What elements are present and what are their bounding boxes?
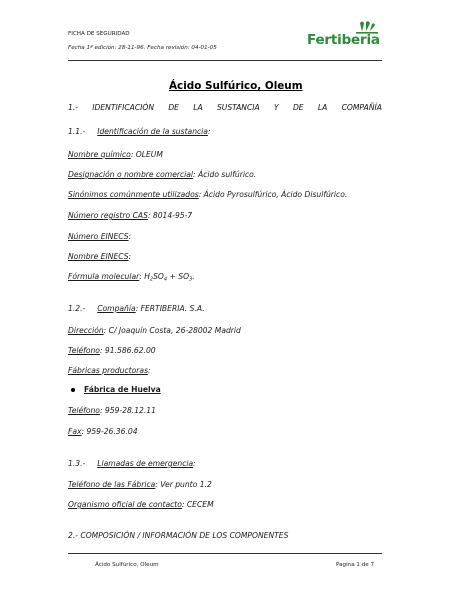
field-value: : — [128, 232, 132, 241]
field-value: : Ver punto 1.2 — [155, 480, 212, 489]
field-label: Fábricas productoras — [68, 366, 149, 375]
subsection-colon: : — [207, 127, 211, 136]
field-label: Designación o nombre comercial — [68, 170, 194, 179]
subsection-value: : FERTIBERIA. S.A. — [135, 304, 205, 313]
field-label: Fórmula molecular — [68, 272, 140, 281]
field-label: Sinónimos comúnmente utilizados — [68, 190, 199, 199]
field-label: Nombre químico — [68, 150, 131, 159]
field-value: : — [148, 366, 151, 375]
field-telefono-huelva — [68, 406, 156, 415]
subsection-colon: : — [193, 459, 196, 468]
field-value: : Ácido Pyrosulfúrico, Ácido Disulfúrico. — [198, 190, 348, 199]
subsection-number: 1.2.- — [68, 304, 86, 313]
formula-subscript: 2 — [149, 276, 154, 283]
footer-page-number: Pagina 1 de 7 — [336, 562, 375, 568]
field-value: : 959-26.36.04 — [81, 427, 138, 436]
field-value: : 91.586.62.00 — [99, 346, 156, 355]
field-label: Dirección — [68, 326, 104, 335]
field-telefono-fabrica — [68, 480, 212, 489]
field-label: Número EINECS — [68, 232, 129, 241]
subsection-label: Llamadas de emergencia — [97, 459, 194, 468]
doc-type-label: FICHA DE SEGURIDAD — [68, 31, 130, 37]
field-direccion — [68, 326, 241, 335]
field-label: Número registro CAS — [68, 211, 148, 220]
bullet-icon — [71, 388, 75, 392]
section-2-heading: 2.- COMPOSICIÓN / INFORMACIÓN DE LOS COMPONENTES — [68, 531, 289, 540]
field-label: Teléfono — [68, 406, 100, 415]
section-1-word: Y — [274, 103, 279, 112]
field-value: : OLEUM — [130, 150, 163, 159]
edition-dates: Fecha 1ª edición: 28-11-96. Fecha revisión: 04-01-05 — [68, 45, 217, 51]
field-value: : 8014-95-7 — [147, 211, 193, 220]
field-value: : 959-28.12.11 — [99, 406, 156, 415]
field-nombre-einecs — [68, 252, 131, 261]
header-divider — [68, 60, 382, 61]
formula-subscript: 3 — [189, 276, 193, 283]
section-1-word: IDENTIFICACIÓN — [92, 103, 155, 112]
field-fabricas — [68, 366, 151, 375]
logo-text: Fertiberia — [307, 32, 380, 48]
formula-part: + SO — [167, 272, 190, 281]
section-1-word: DE — [292, 103, 304, 112]
section-1-word: LA — [193, 103, 203, 112]
field-formula — [68, 272, 195, 281]
field-label: Organismo oficial de contacto — [68, 500, 182, 509]
field-sinonimos — [68, 190, 347, 199]
section-1-word: DE — [168, 103, 179, 112]
section-1-word: SUSTANCIA — [216, 103, 260, 112]
section-1-word: LA — [317, 103, 328, 112]
field-telefono — [68, 346, 156, 355]
footer-document-name: Ácido Sulfúrico, Oleum — [95, 562, 159, 568]
field-label: Teléfono de las Fábrica — [68, 480, 156, 489]
field-organismo — [68, 500, 214, 509]
document-title: Ácido Sulfúrico, Oleum — [169, 80, 303, 92]
subsection-label: Compañía — [97, 304, 136, 313]
footer-divider — [68, 553, 382, 554]
field-value: : C/ Joaquín Costa, 26-28002 Madrid — [103, 326, 241, 335]
field-label: Fax — [68, 427, 82, 436]
section-1-word: 1.- — [68, 103, 78, 112]
subsection-number: 1.1.- — [68, 127, 86, 136]
fabrica-huelva: Fábrica de Huelva — [84, 385, 161, 394]
field-cas — [68, 211, 192, 220]
subsection-number: 1.3.- — [68, 459, 86, 468]
subsection-label: Identificación de la sustancia — [97, 127, 208, 136]
field-nombre-quimico — [68, 150, 163, 159]
section-1-word: COMPAÑÍA — [341, 103, 382, 112]
subsection-1-2 — [68, 304, 205, 313]
fertiberia-logo — [306, 20, 382, 50]
section-1-heading — [68, 103, 382, 112]
field-designacion — [68, 170, 256, 179]
field-einecs — [68, 232, 131, 241]
formula-part: SO — [153, 272, 164, 281]
field-label: Teléfono — [68, 346, 100, 355]
formula-subscript: 4 — [163, 276, 168, 283]
field-label: Nombre EINECS — [68, 252, 129, 261]
subsection-1-1 — [68, 127, 211, 136]
field-value: : — [128, 252, 132, 261]
formula-part: . — [192, 272, 195, 281]
field-value: : Ácido sulfúrico. — [193, 170, 257, 179]
field-fax — [68, 427, 138, 436]
formula-part: : H — [139, 272, 150, 281]
field-value: : CECEM — [181, 500, 214, 509]
subsection-1-3 — [68, 459, 196, 468]
